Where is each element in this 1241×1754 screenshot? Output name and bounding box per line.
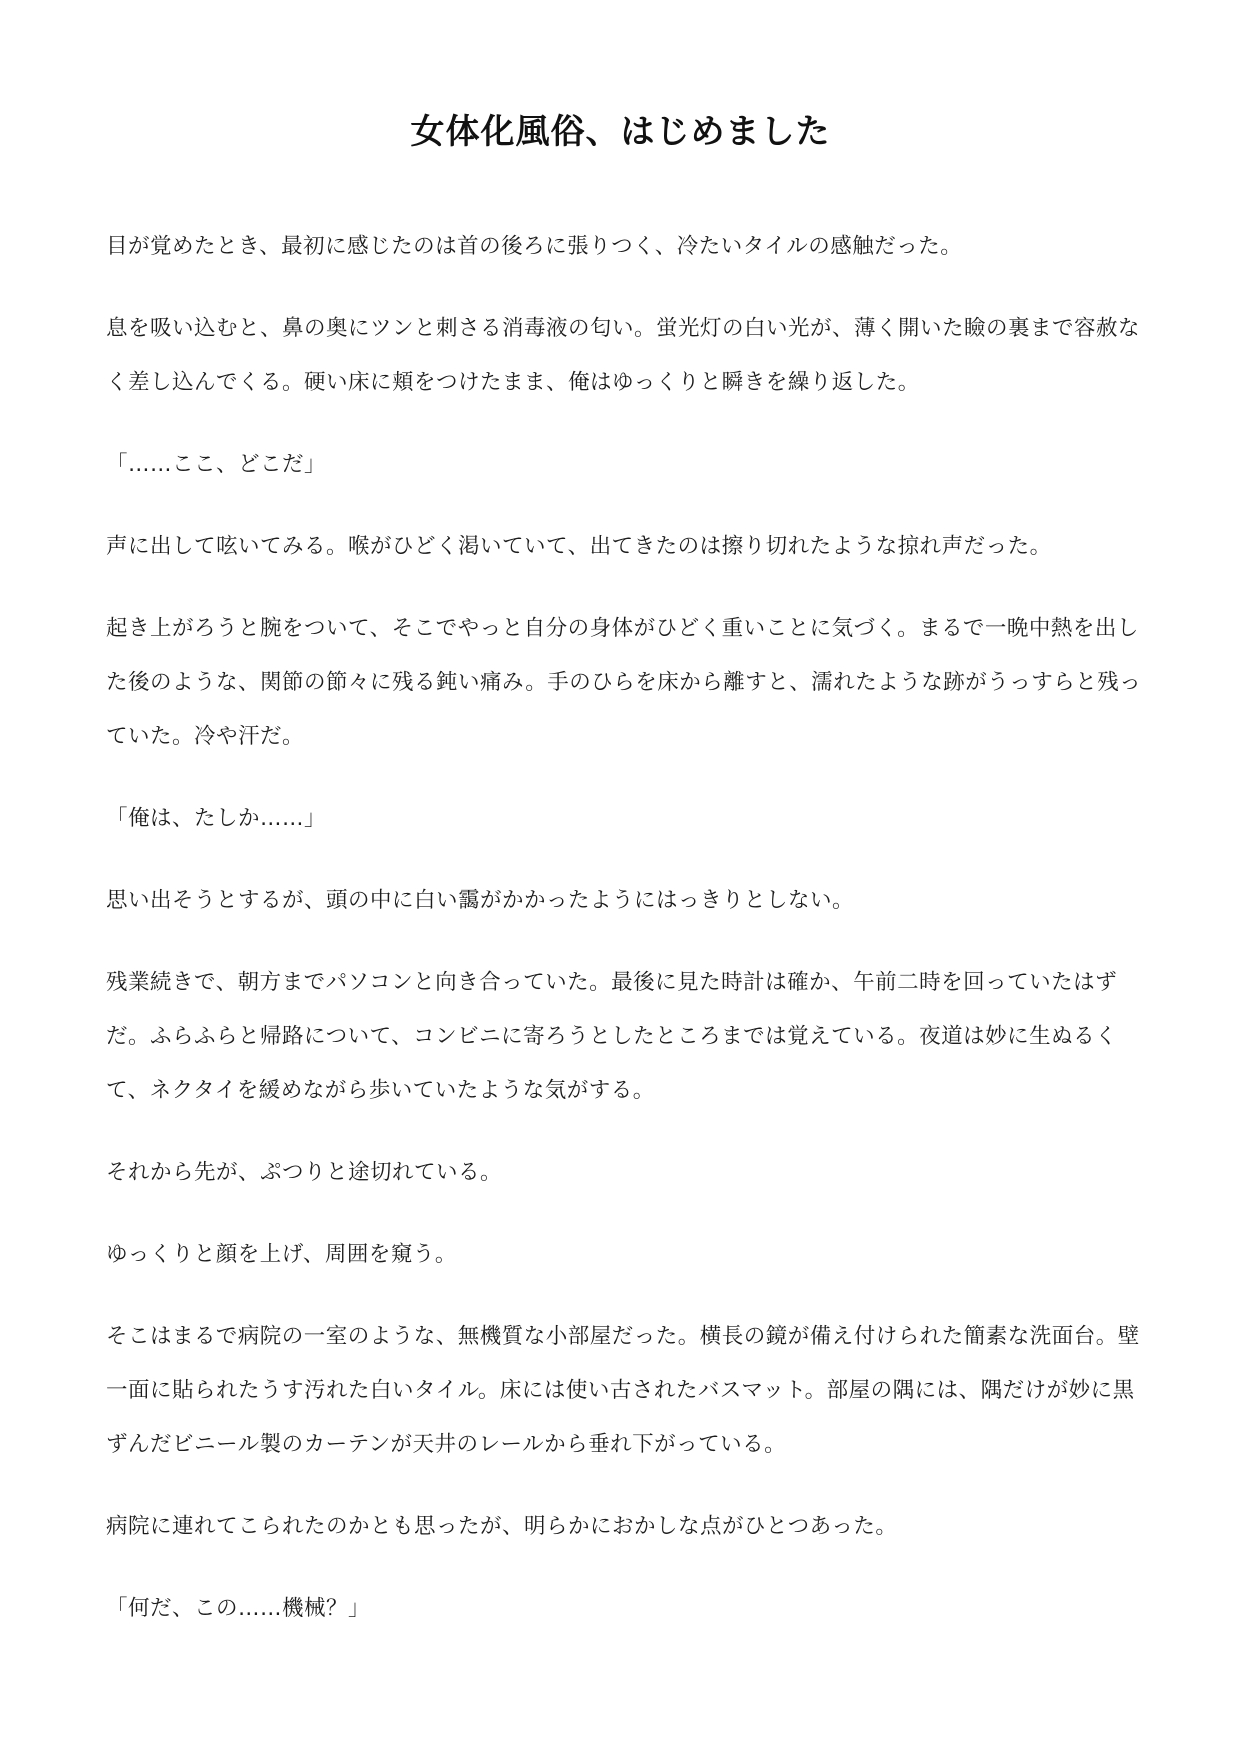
paragraph: 声に出して呟いてみる。喉がひどく渇いていて、出てきたのは擦り切れたような掠れ声だった。 <box>106 534 1052 559</box>
dialogue-line: 「俺は、たしか……」 <box>106 806 327 831</box>
paragraph: 残業続きで、朝方までパソコンと向き合っていた。最後に見た時計は確か、午前二時を回っていたはずだ。ふらふらと帰路について、コンビニに寄ろうとしたところまでは覚えている。夜道は妙に生ぬるくて、ネクタイを緩めながら歩いていたような気がする。 <box>106 970 1118 1103</box>
paragraph: 起き上がろうと腕をついて、そこでやっと自分の身体がひどく重いことに気づく。まるで一晩中熱を出した後のような、関節の節々に残る鈍い痛み。手のひらを床から離すと、濡れたような跡がうっすらと残っていた。冷や汗だ。 <box>106 616 1142 749</box>
paragraph: 病院に連れてこられたのかとも思ったが、明らかにおかしな点がひとつあった。 <box>106 1514 898 1539</box>
paragraph: それから先が、ぷつりと途切れている。 <box>106 1160 503 1185</box>
paragraph: ゆっくりと顔を上げ、周囲を窺う。 <box>106 1242 457 1267</box>
paragraph: 目が覚めたとき、最初に感じたのは首の後ろに張りつく、冷たいタイルの感触だった。 <box>106 234 963 259</box>
dialogue-line: 「何だ、この……機械？」 <box>106 1596 371 1621</box>
paragraph: そこはまるで病院の一室のような、無機質な小部屋だった。横長の鏡が備え付けられた簡素な洗面台。壁一面に貼られたうす汚れた白いタイル。床には使い古されたバスマット。部屋の隅には、隅だけが妙に黒ずんだビニール製のカーテンが天井のレールから垂れ下がっている。 <box>106 1324 1140 1457</box>
paragraph: 思い出そうとするが、頭の中に白い靄がかかったようにはっきりとしない。 <box>106 888 855 913</box>
document-title: 女体化風俗、はじめました <box>410 112 831 152</box>
paragraph: 息を吸い込むと、鼻の奥にツンと刺さる消毒液の匂い。蛍光灯の白い光が、薄く開いた瞼の裏まで容赦なく差し込んでくる。硬い床に頬をつけたまま、俺はゆっくりと瞬きを繰り返した。 <box>106 316 1141 395</box>
document-body <box>106 220 1144 1664</box>
dialogue-line: 「……ここ、どこだ」 <box>106 452 327 477</box>
